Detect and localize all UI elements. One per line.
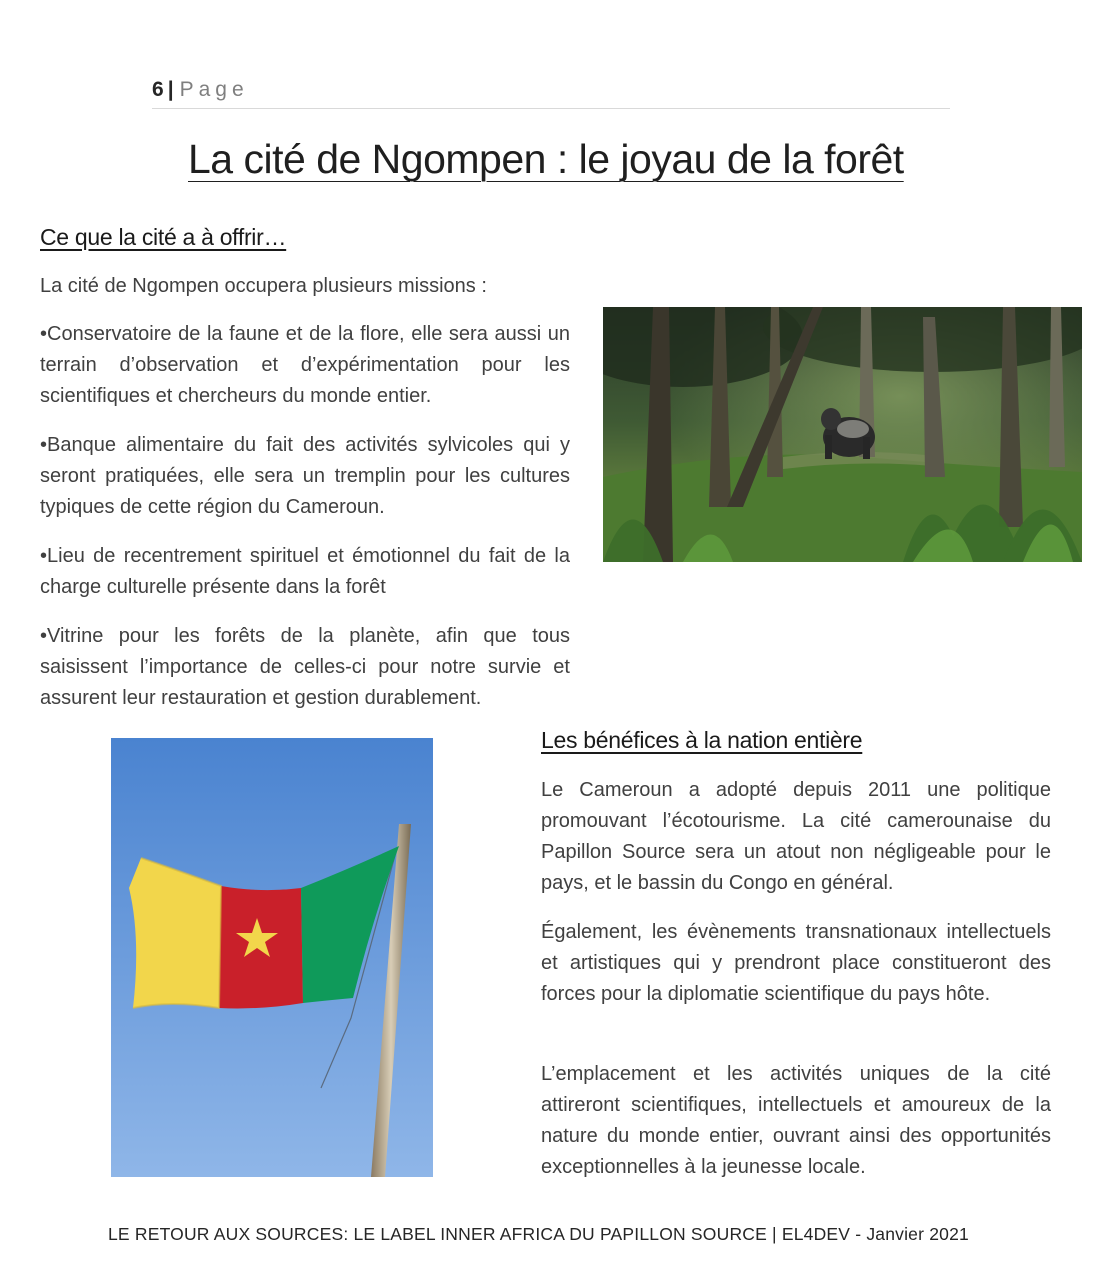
section1-bullet-3: •Lieu de recentrement spirituel et émotionnel du fait de la charge culturelle présente dans la forêt: [40, 545, 570, 598]
section2-heading: Les bénéfices à la nation entière: [541, 727, 863, 753]
section2-paragraph-1: Le Cameroun a adopté depuis 2011 une politique promouvant l’écotourisme. La cité camerounaise du Papillon Source sera un atout non négligeable pour le pays, et le bassin du Congo en général.: [541, 779, 1051, 894]
flag-photo-illustration: [111, 738, 433, 1177]
page-label: Page: [179, 78, 249, 101]
page-separator: |: [167, 78, 174, 101]
page-number: 6: [152, 78, 164, 101]
page-title: La cité de Ngompen : le joyau de la forêt: [188, 136, 904, 182]
forest-photo-illustration: [603, 307, 1082, 562]
section1-bullet-1: •Conservatoire de la faune et de la flore, elle sera aussi un terrain d’observation et d’expérimentation pour les scientifiques et chercheurs du monde entier.: [40, 323, 570, 407]
page-header: [152, 78, 950, 109]
gorilla-forest-photo: [603, 307, 1082, 562]
section1-bullet-4: •Vitrine pour les forêts de la planète, afin que tous saisissent l’importance de celles-ci pour notre survie et assurent leur restauration et gestion durablement.: [40, 625, 570, 709]
section1-heading: Ce que la cité a à offrir…: [40, 224, 287, 250]
section1-intro: La cité de Ngompen occupera plusieurs missions :: [40, 275, 487, 297]
section2-paragraph-3: L’emplacement et les activités uniques de la cité attireront scientifiques, intellectuels et amoureux de la nature du monde entier, ouvrant ainsi des opportunités exceptionnelles à la jeunesse locale.: [541, 1063, 1051, 1178]
section1-bullet-2: •Banque alimentaire du fait des activités sylvicoles qui y seront pratiquées, elle sera un tremplin pour les cultures typiques de cette région du Cameroun.: [40, 434, 570, 518]
cameroon-flag-photo: [111, 738, 433, 1177]
page-footer: LE RETOUR AUX SOURCES: LE LABEL INNER AFRICA DU PAPILLON SOURCE | EL4DEV - Janvier 2021: [108, 1224, 969, 1244]
section2-paragraph-2: Également, les évènements transnationaux intellectuels et artistiques qui y prendront place constitueront des forces pour la diplomatie scientifique du pays hôte.: [541, 921, 1051, 1005]
